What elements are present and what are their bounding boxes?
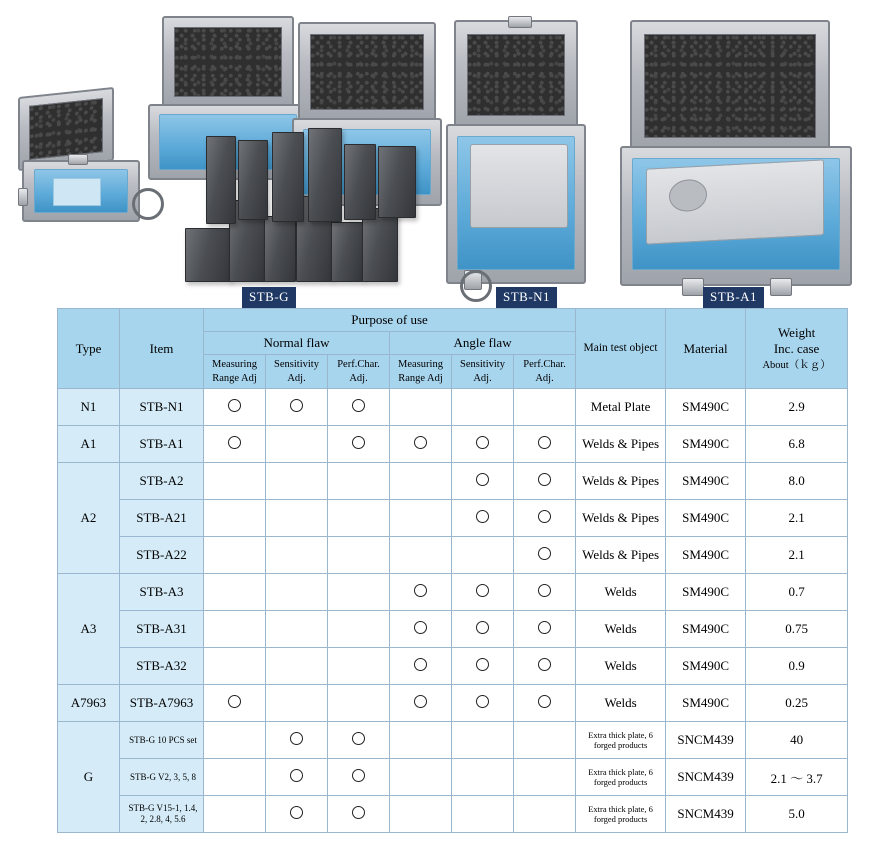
table-row xyxy=(58,426,848,463)
cell-mark-empty xyxy=(266,648,328,685)
cell-mark-checked xyxy=(204,685,266,722)
table-row xyxy=(58,537,848,574)
cell-mark-empty xyxy=(204,759,266,796)
cell-weight: 0.7 xyxy=(746,574,848,611)
cell-mark-checked xyxy=(514,426,576,463)
cell-item: STB-G 10 PCS set xyxy=(120,722,204,759)
photo-stb-n1-case xyxy=(446,20,586,290)
cell-type: A2 xyxy=(58,463,120,574)
cell-item: STB-N1 xyxy=(120,389,204,426)
circle-mark-icon xyxy=(352,436,365,449)
cell-mark-checked xyxy=(452,463,514,500)
header-material: Material xyxy=(666,309,746,389)
table-row xyxy=(58,722,848,759)
cell-material: SNCM439 xyxy=(666,759,746,796)
cell-material: SM490C xyxy=(666,611,746,648)
cell-mark-empty xyxy=(328,574,390,611)
cell-mark-checked xyxy=(266,759,328,796)
cell-main-object: Welds xyxy=(576,685,666,722)
cell-mark-checked xyxy=(390,685,452,722)
cell-mark-checked xyxy=(266,722,328,759)
circle-mark-icon xyxy=(290,399,303,412)
cell-mark-empty xyxy=(266,685,328,722)
circle-mark-icon xyxy=(476,584,489,597)
cell-weight: 2.1 ～ 3.7 xyxy=(746,759,848,796)
cell-mark-checked xyxy=(452,685,514,722)
cell-mark-checked xyxy=(452,426,514,463)
cell-material: SM490C xyxy=(666,389,746,426)
circle-mark-icon xyxy=(228,436,241,449)
cell-item: STB-A21 xyxy=(120,500,204,537)
cell-weight: 5.0 xyxy=(746,796,848,833)
cell-main-object: Welds & Pipes xyxy=(576,463,666,500)
cell-mark-empty xyxy=(514,722,576,759)
cell-mark-checked xyxy=(328,722,390,759)
cell-mark-empty xyxy=(514,759,576,796)
header-weight-line1: Weight xyxy=(777,325,816,341)
cell-type: A1 xyxy=(58,426,120,463)
cell-type: A3 xyxy=(58,574,120,685)
header-angle-sensitivity: Sensitivity Adj. xyxy=(452,355,514,389)
cell-mark-empty xyxy=(204,500,266,537)
cell-mark-checked xyxy=(266,796,328,833)
table-body xyxy=(58,389,848,833)
cell-mark-empty xyxy=(204,722,266,759)
cell-weight: 0.25 xyxy=(746,685,848,722)
circle-mark-icon xyxy=(228,695,241,708)
cell-mark-empty xyxy=(452,796,514,833)
cell-main-object: Welds & Pipes xyxy=(576,500,666,537)
table-row xyxy=(58,574,848,611)
cell-mark-empty xyxy=(266,574,328,611)
cell-weight: 40 xyxy=(746,722,848,759)
cell-item: STB-A3 xyxy=(120,574,204,611)
cell-mark-checked xyxy=(328,759,390,796)
cell-mark-empty xyxy=(514,389,576,426)
cell-mark-empty xyxy=(328,648,390,685)
header-normal-perf: Perf.Char. Adj. xyxy=(328,355,390,389)
circle-mark-icon xyxy=(476,510,489,523)
circle-mark-icon xyxy=(476,695,489,708)
specification-table-wrapper xyxy=(57,308,847,833)
cell-item: STB-A1 xyxy=(120,426,204,463)
cell-mark-checked xyxy=(452,611,514,648)
table-row xyxy=(58,463,848,500)
table-row xyxy=(58,648,848,685)
circle-mark-icon xyxy=(414,436,427,449)
circle-mark-icon xyxy=(476,473,489,486)
circle-mark-icon xyxy=(538,621,551,634)
header-angle-flaw: Angle flaw xyxy=(390,332,576,355)
cell-mark-checked xyxy=(514,685,576,722)
header-purpose: Purpose of use xyxy=(204,309,576,332)
circle-mark-icon xyxy=(538,658,551,671)
header-weight-line3: About（ｋｇ） xyxy=(762,360,831,372)
cell-weight: 8.0 xyxy=(746,463,848,500)
caption-stb-g: STB-G xyxy=(242,287,296,308)
cell-mark-checked xyxy=(514,648,576,685)
cell-mark-checked xyxy=(328,389,390,426)
cell-item: STB-G V2, 3, 5, 8 xyxy=(120,759,204,796)
cell-main-object: Metal Plate xyxy=(576,389,666,426)
cell-weight: 0.9 xyxy=(746,648,848,685)
caption-stb-a1: STB-A1 xyxy=(703,287,764,308)
cell-mark-checked xyxy=(514,537,576,574)
circle-mark-icon xyxy=(352,806,365,819)
cell-main-object: Welds xyxy=(576,611,666,648)
cell-material: SM490C xyxy=(666,685,746,722)
cell-material: SM490C xyxy=(666,463,746,500)
cell-mark-empty xyxy=(452,537,514,574)
cell-mark-checked xyxy=(452,648,514,685)
header-weight xyxy=(746,309,848,389)
circle-mark-icon xyxy=(414,621,427,634)
table-row xyxy=(58,685,848,722)
cell-mark-empty xyxy=(514,796,576,833)
header-normal-flaw: Normal flaw xyxy=(204,332,390,355)
header-item: Item xyxy=(120,309,204,389)
header-row-1 xyxy=(58,309,848,332)
cell-main-object: Welds & Pipes xyxy=(576,537,666,574)
table-row xyxy=(58,759,848,796)
circle-mark-icon xyxy=(538,547,551,560)
table-header xyxy=(58,309,848,389)
circle-mark-icon xyxy=(538,473,551,486)
cell-mark-empty xyxy=(452,389,514,426)
cell-material: SNCM439 xyxy=(666,722,746,759)
cell-mark-checked xyxy=(390,426,452,463)
cell-weight: 2.1 xyxy=(746,500,848,537)
circle-mark-icon xyxy=(290,806,303,819)
cell-type: G xyxy=(58,722,120,833)
cell-mark-empty xyxy=(328,537,390,574)
cell-mark-checked xyxy=(390,611,452,648)
header-normal-sensitivity: Sensitivity Adj. xyxy=(266,355,328,389)
cell-material: SM490C xyxy=(666,500,746,537)
circle-mark-icon xyxy=(414,695,427,708)
circle-mark-icon xyxy=(290,732,303,745)
circle-mark-icon xyxy=(476,436,489,449)
cell-main-object: Welds xyxy=(576,648,666,685)
cell-mark-checked xyxy=(514,574,576,611)
cell-mark-empty xyxy=(204,611,266,648)
cell-mark-empty xyxy=(266,426,328,463)
cell-type: A7963 xyxy=(58,685,120,722)
cell-item: STB-G V15-1, 1.4, 2, 2.8, 4, 5.6 xyxy=(120,796,204,833)
circle-mark-icon xyxy=(538,695,551,708)
circle-mark-icon xyxy=(352,769,365,782)
cell-item: STB-A7963 xyxy=(120,685,204,722)
cell-mark-empty xyxy=(390,796,452,833)
table-row xyxy=(58,500,848,537)
product-photo-strip xyxy=(0,0,882,304)
cell-item: STB-A2 xyxy=(120,463,204,500)
cell-mark-empty xyxy=(204,796,266,833)
photo-stb-a1-case xyxy=(620,20,852,290)
cell-mark-empty xyxy=(452,759,514,796)
cell-weight: 2.9 xyxy=(746,389,848,426)
cell-mark-empty xyxy=(452,722,514,759)
circle-mark-icon xyxy=(476,658,489,671)
header-weight-line2: Inc. case xyxy=(773,341,820,357)
cell-main-object: Extra thick plate, 6 forged products xyxy=(576,796,666,833)
cell-mark-empty xyxy=(390,759,452,796)
cell-main-object: Welds xyxy=(576,574,666,611)
circle-mark-icon xyxy=(228,399,241,412)
cell-mark-empty xyxy=(390,389,452,426)
cell-mark-checked xyxy=(514,500,576,537)
cell-mark-checked xyxy=(328,796,390,833)
table-row xyxy=(58,611,848,648)
circle-mark-icon xyxy=(352,399,365,412)
circle-mark-icon xyxy=(352,732,365,745)
cell-mark-empty xyxy=(204,648,266,685)
cell-mark-empty xyxy=(328,685,390,722)
cell-mark-empty xyxy=(328,500,390,537)
cell-weight: 2.1 xyxy=(746,537,848,574)
cell-mark-empty xyxy=(204,463,266,500)
header-main-object: Main test object xyxy=(576,309,666,389)
cell-main-object: Welds & Pipes xyxy=(576,426,666,463)
cell-mark-empty xyxy=(328,463,390,500)
cell-material: SM490C xyxy=(666,574,746,611)
specification-table xyxy=(57,308,848,833)
circle-mark-icon xyxy=(476,621,489,634)
cell-item: STB-A22 xyxy=(120,537,204,574)
table-row xyxy=(58,389,848,426)
cell-mark-empty xyxy=(266,500,328,537)
circle-mark-icon xyxy=(538,436,551,449)
cell-mark-empty xyxy=(266,611,328,648)
cell-mark-checked xyxy=(514,611,576,648)
cell-mark-empty xyxy=(390,463,452,500)
header-normal-measuring: Measuring Range Adj xyxy=(204,355,266,389)
cell-weight: 6.8 xyxy=(746,426,848,463)
cell-main-object: Extra thick plate, 6 forged products xyxy=(576,759,666,796)
table-row xyxy=(58,796,848,833)
cell-mark-checked xyxy=(390,648,452,685)
cell-mark-empty xyxy=(390,537,452,574)
cell-material: SM490C xyxy=(666,537,746,574)
cell-mark-checked xyxy=(514,463,576,500)
cell-mark-empty xyxy=(204,574,266,611)
cell-mark-checked xyxy=(452,500,514,537)
cell-mark-checked xyxy=(266,389,328,426)
cell-mark-empty xyxy=(266,537,328,574)
circle-mark-icon xyxy=(538,510,551,523)
cell-item: STB-A32 xyxy=(120,648,204,685)
header-angle-measuring: Measuring Range Adj xyxy=(390,355,452,389)
cell-material: SM490C xyxy=(666,426,746,463)
cell-mark-empty xyxy=(390,722,452,759)
cell-mark-empty xyxy=(266,463,328,500)
header-type: Type xyxy=(58,309,120,389)
circle-mark-icon xyxy=(414,584,427,597)
cell-mark-empty xyxy=(328,611,390,648)
cell-material: SM490C xyxy=(666,648,746,685)
circle-mark-icon xyxy=(290,769,303,782)
cell-mark-empty xyxy=(390,500,452,537)
cell-type: N1 xyxy=(58,389,120,426)
circle-mark-icon xyxy=(538,584,551,597)
cell-mark-checked xyxy=(204,426,266,463)
cell-main-object: Extra thick plate, 6 forged products xyxy=(576,722,666,759)
circle-mark-icon xyxy=(414,658,427,671)
cell-item: STB-A31 xyxy=(120,611,204,648)
cell-mark-checked xyxy=(328,426,390,463)
cell-weight: 0.75 xyxy=(746,611,848,648)
cell-material: SNCM439 xyxy=(666,796,746,833)
caption-stb-n1: STB-N1 xyxy=(496,287,557,308)
cell-mark-empty xyxy=(204,537,266,574)
photo-stb-small-case xyxy=(16,92,151,227)
cell-mark-checked xyxy=(204,389,266,426)
header-angle-perf: Perf.Char. Adj. xyxy=(514,355,576,389)
cell-mark-checked xyxy=(452,574,514,611)
cell-mark-checked xyxy=(390,574,452,611)
